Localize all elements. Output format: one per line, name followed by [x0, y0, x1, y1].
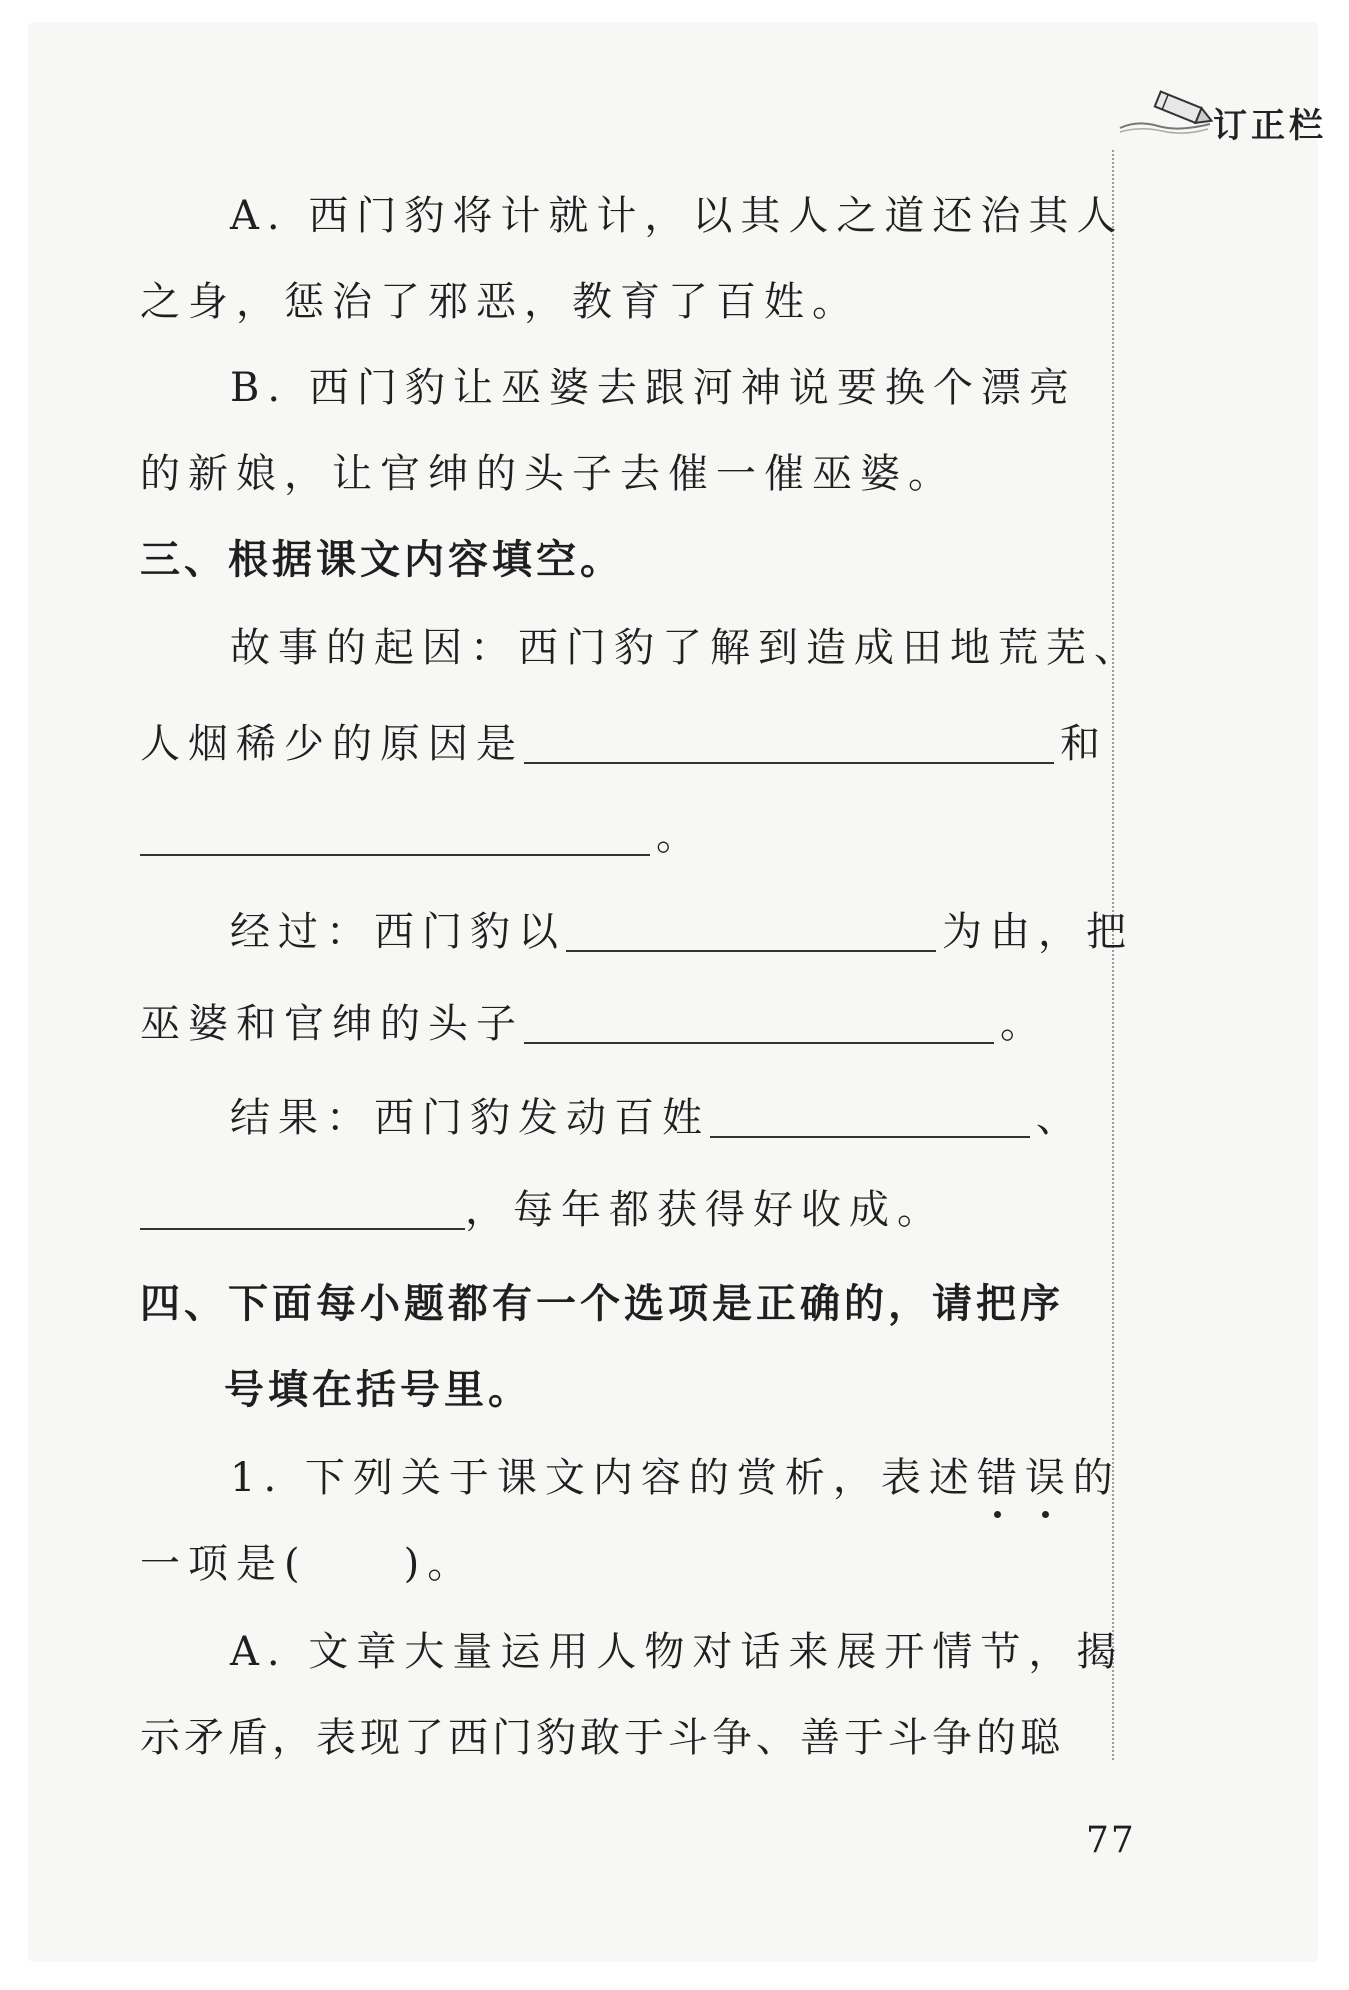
process-suffix: 为由，把 — [942, 909, 1134, 955]
process-line2-suffix: 。 — [1000, 1001, 1048, 1047]
cause-line2-prefix: 人烟稀少的原因是 — [140, 721, 524, 767]
process-blank-2[interactable] — [524, 1006, 994, 1044]
result-prefix: 结果：西门豹发动百姓 — [230, 1095, 710, 1141]
correction-column-header — [1118, 84, 1343, 146]
result-line1 — [230, 1095, 1084, 1141]
page-number: 77 — [1086, 1820, 1136, 1861]
result-line2-suffix: ，每年都获得好收成。 — [465, 1187, 945, 1233]
q1-option-a-line2: 示矛盾，表现了西门豹敢于斗争、善于斗争的聪 — [140, 1715, 1064, 1761]
cause-line2 — [140, 721, 1108, 767]
process-blank-1[interactable] — [566, 914, 936, 952]
result-blank-1[interactable] — [710, 1100, 1030, 1138]
process-line2-prefix: 巫婆和官绅的头子 — [140, 1001, 524, 1047]
correction-divider — [1112, 150, 1114, 1760]
q1-line1-prefix: 1. 下列关于课文内容的赏析，表述 — [230, 1455, 977, 1501]
q1-line2: 一项是( )。 — [140, 1541, 476, 1587]
result-line2 — [140, 1187, 945, 1233]
section4-heading-line1: 四、下面每小题都有一个选项是正确的，请把序 — [140, 1281, 1064, 1327]
q1-emphasis-2: 误 — [1024, 1455, 1073, 1501]
process-prefix: 经过：西门豹以 — [230, 909, 566, 955]
q1-line1 — [230, 1455, 1121, 1501]
cause-line3 — [140, 813, 704, 859]
cause-line3-suffix: 。 — [656, 813, 704, 859]
cause-blank-2[interactable] — [140, 818, 650, 856]
section3-heading: 三、根据课文内容填空。 — [140, 537, 624, 583]
option-b-line1: B. 西门豹让巫婆去跟河神说要换个漂亮 — [230, 365, 1077, 411]
section4-heading-line2: 号填在括号里。 — [224, 1367, 532, 1413]
q1-line1-suffix: 的 — [1072, 1455, 1121, 1501]
option-a-line2: 之身，惩治了邪恶，教育了百姓。 — [140, 279, 860, 325]
result-blank-2[interactable] — [140, 1192, 465, 1230]
option-b-line2: 的新娘，让官绅的头子去催一催巫婆。 — [140, 451, 956, 497]
correction-column-label: 订正栏 — [1213, 106, 1327, 146]
process-line1 — [230, 909, 1134, 955]
q1-option-a-line1: A. 文章大量运用人物对话来展开情节，揭 — [230, 1629, 1125, 1675]
process-line2 — [140, 1001, 1048, 1047]
q1-emphasis-1: 错 — [976, 1455, 1025, 1501]
cause-blank-1[interactable] — [524, 726, 1054, 764]
pencil-icon — [1118, 84, 1218, 138]
cause-line1: 故事的起因：西门豹了解到造成田地荒芜、 — [230, 625, 1142, 671]
cause-line2-suffix: 和 — [1060, 721, 1108, 767]
result-suffix: 、 — [1036, 1095, 1084, 1141]
option-a-line1: A. 西门豹将计就计，以其人之道还治其人 — [230, 193, 1125, 239]
